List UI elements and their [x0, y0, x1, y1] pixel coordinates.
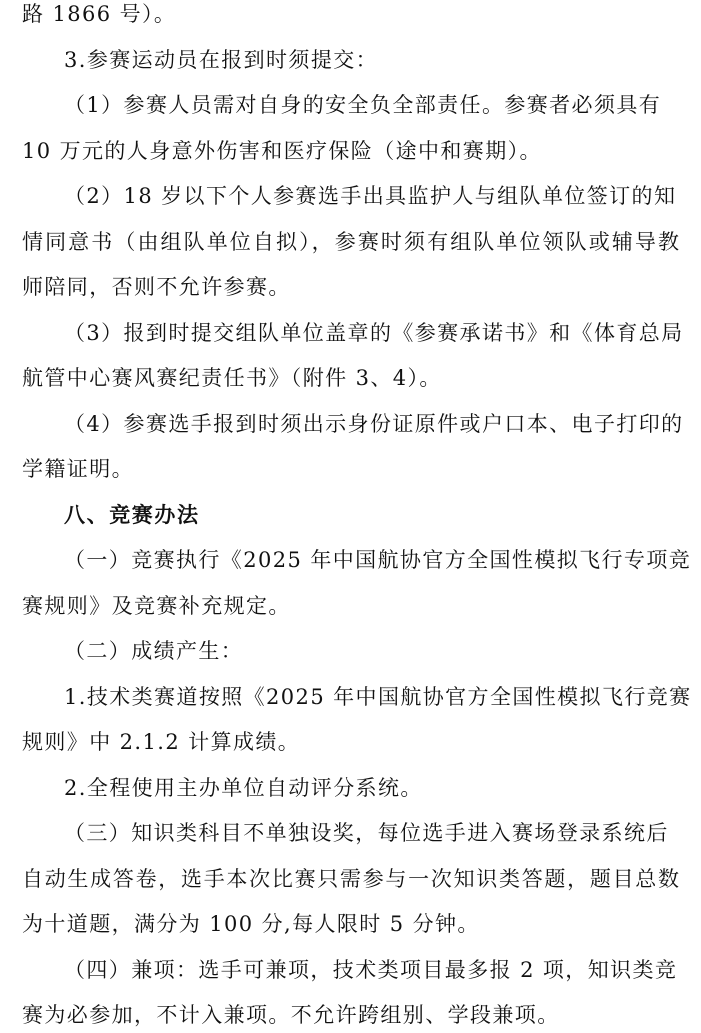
text-line: 学籍证明。 — [22, 457, 134, 481]
text-line: （一）竞赛执行《2025 年中国航协官方全国性模拟飞行专项竞 — [64, 548, 692, 572]
text-line: （1）参赛人员需对自身的安全负全部责任。参赛者必须具有 — [64, 93, 662, 117]
text-line: 2.全程使用主办单位自动评分系统。 — [64, 776, 423, 800]
text-line: （四）兼项：选手可兼项，技术类项目最多报 2 项，知识类竞 — [64, 958, 678, 982]
text-line: 10 万元的人身意外伤害和医疗保险（途中和赛期）。 — [22, 139, 542, 163]
text-line: 师陪同，否则不允许参赛。 — [22, 275, 291, 299]
text-line: （3）报到时提交组队单位盖章的《参赛承诺书》和《体育总局 — [64, 321, 684, 345]
text-line: 情同意书（由组队单位自拟），参赛时须有组队单位领队或辅导教 — [22, 230, 679, 254]
text-line: （4）参赛选手报到时须出示身份证原件或户口本、电子打印的 — [64, 412, 684, 436]
text-line: 赛为必参加，不计入兼项。不允许跨组别、学段兼项。 — [22, 1003, 560, 1027]
text-line: 航管中心赛风赛纪责任书》（附件 3、4）。 — [22, 366, 442, 390]
text-line: 1.技术类赛道按照《2025 年中国航协官方全国性模拟飞行竞赛 — [64, 685, 692, 709]
text-line: 自动生成答卷，选手本次比赛只需参与一次知识类答题，题目总数 — [22, 867, 679, 891]
text-line: 赛规则》及竞赛补充规定。 — [22, 594, 291, 618]
text-line: 为十道题，满分为 100 分,每人限时 5 分钟。 — [22, 912, 480, 936]
text-line: 路 1866 号）。 — [22, 2, 177, 26]
text-line: 3.参赛运动员在报到时须提交： — [64, 48, 379, 72]
text-line: （三）知识类科目不单独设奖，每位选手进入赛场登录系统后 — [64, 821, 669, 845]
text-line: （二）成绩产生： — [64, 639, 244, 663]
text-line: （2）18 岁以下个人参赛选手出具监护人与组队单位签订的知 — [64, 184, 677, 208]
text-line: 规则》中 2.1.2 计算成绩。 — [22, 730, 301, 754]
section-heading: 八、竞赛办法 — [64, 502, 200, 527]
